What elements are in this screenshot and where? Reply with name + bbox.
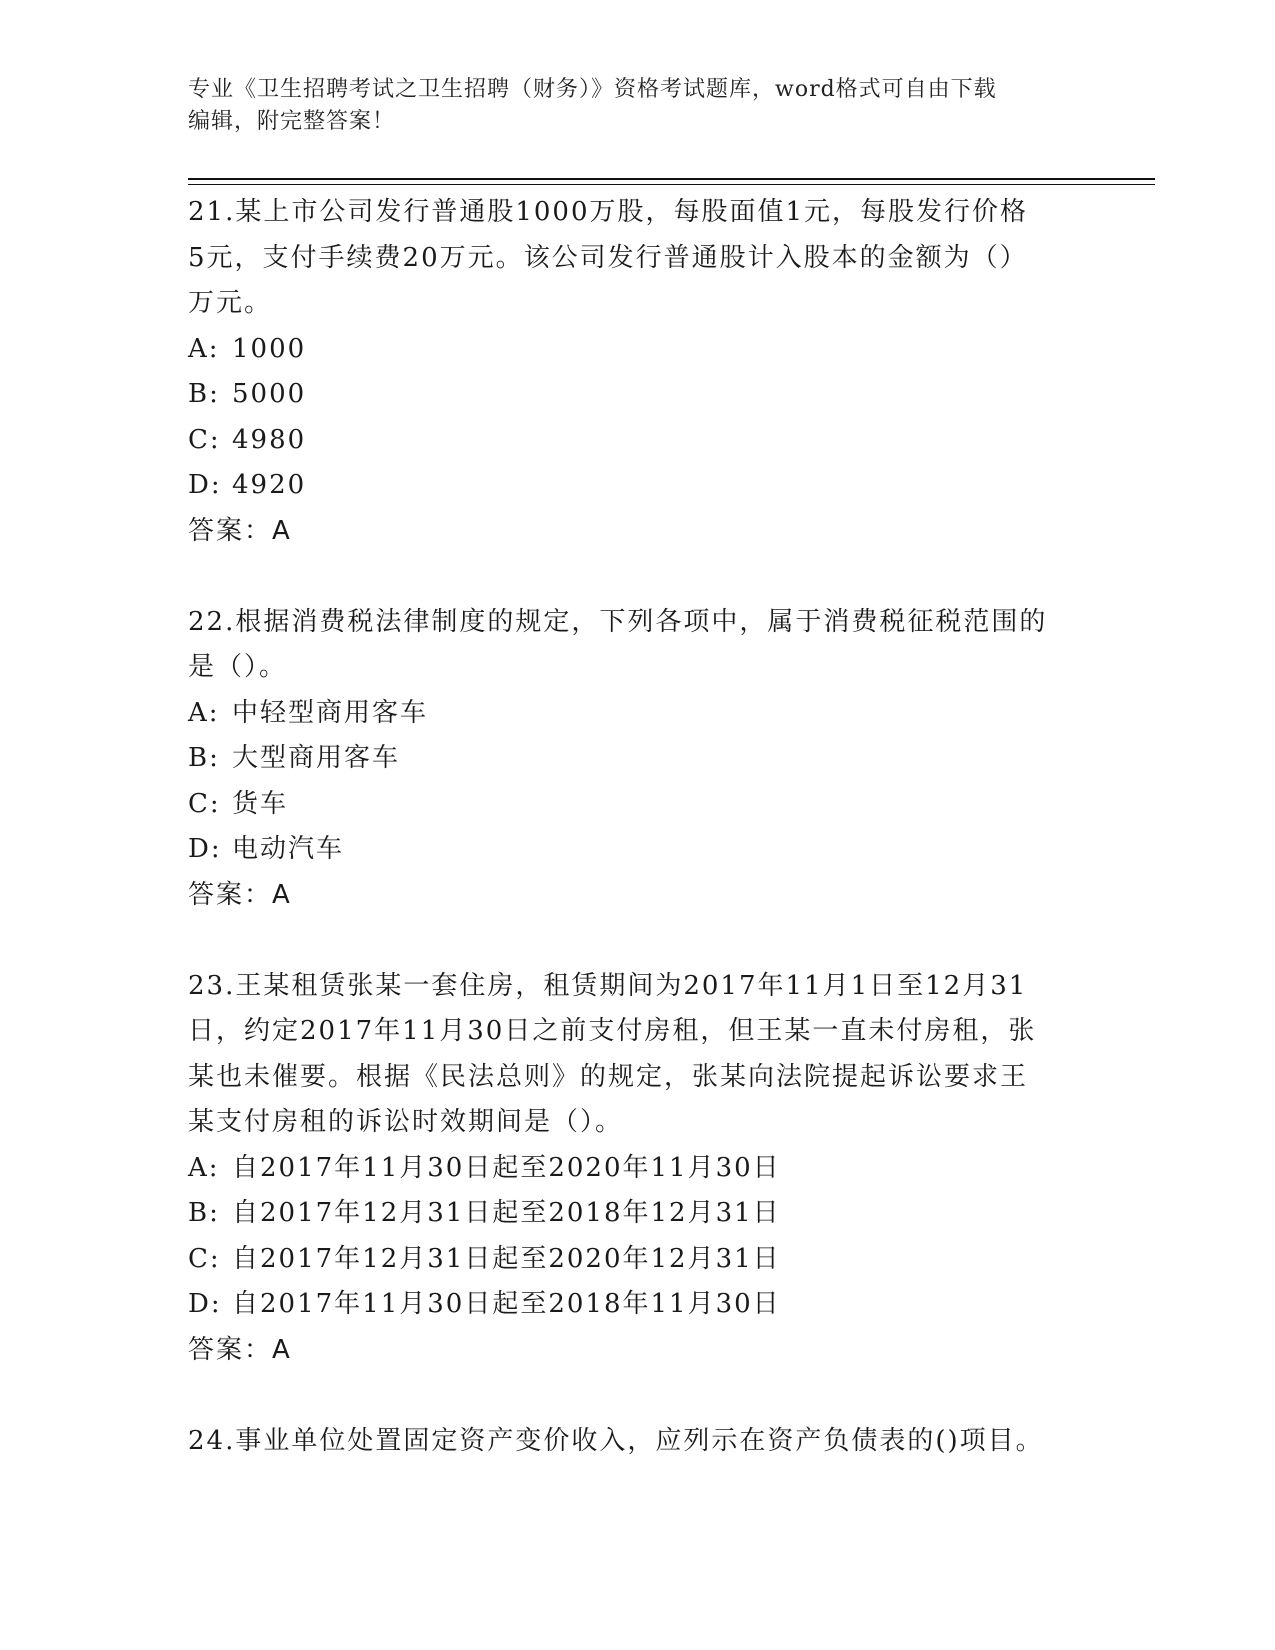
option-text: 1000 bbox=[232, 333, 307, 364]
option-b bbox=[188, 372, 1088, 418]
option-text: 4980 bbox=[232, 424, 307, 455]
option-d bbox=[188, 1282, 1088, 1328]
option-text: 大型商用客车 bbox=[232, 743, 401, 773]
question-stem-line: 日，约定2017年11月30日之前支付房租，但王某一直未付房租，张 bbox=[188, 1016, 1037, 1046]
option-a bbox=[188, 1146, 1088, 1192]
option-b bbox=[188, 1191, 1088, 1237]
option-text: 货车 bbox=[232, 788, 289, 819]
option-d bbox=[188, 463, 1088, 509]
question-stem-line: 万元。 bbox=[188, 288, 273, 318]
header-line-2: 编辑，附完整答案！ bbox=[188, 109, 396, 134]
header-divider-thick bbox=[188, 178, 1155, 180]
option-letter: A: bbox=[188, 1152, 220, 1183]
option-text: 5000 bbox=[232, 379, 307, 409]
option-letter: C: bbox=[188, 788, 221, 819]
question-stem-line: 22.根据消费税法律制度的规定，下列各项中，属于消费税征税范围的 bbox=[188, 606, 1048, 637]
question-spacer bbox=[188, 554, 1088, 600]
option-text: 中轻型商用客车 bbox=[232, 697, 429, 728]
option-letter: B: bbox=[188, 743, 220, 773]
option-letter: B: bbox=[188, 1198, 220, 1228]
question-stem-line: 24.事业单位处置固定资产变价收入，应列示在资产负债表的()项目。 bbox=[188, 1425, 1044, 1456]
option-a bbox=[188, 691, 1088, 737]
option-text: 4920 bbox=[232, 470, 307, 500]
option-a bbox=[188, 327, 1088, 373]
option-letter: D: bbox=[188, 1289, 222, 1319]
question-stem-line: 23.王某租赁张某一套住房，租赁期间为2017年11月1日至12月31 bbox=[188, 970, 1028, 1001]
answer-line: 答案：A bbox=[188, 515, 292, 546]
option-c bbox=[188, 782, 1088, 828]
question-stem-line: 21.某上市公司发行普通股1000万股，每股面值1元，每股发行价格 bbox=[188, 197, 1029, 227]
option-text: 自2017年12月31日起至2020年12月31日 bbox=[232, 1243, 781, 1274]
answer-line: 答案：A bbox=[188, 879, 292, 910]
option-letter: D: bbox=[188, 834, 222, 864]
question-stem-line: 某支付房租的诉讼时效期间是（）。 bbox=[188, 1107, 624, 1137]
option-text: 自2017年11月30日起至2020年11月30日 bbox=[232, 1152, 781, 1183]
option-letter: A: bbox=[188, 333, 220, 364]
header-divider-thin bbox=[188, 184, 1155, 185]
question-spacer bbox=[188, 1373, 1088, 1419]
option-letter: B: bbox=[188, 379, 220, 409]
option-b bbox=[188, 736, 1088, 782]
option-letter: D: bbox=[188, 470, 222, 500]
document-header bbox=[188, 74, 1088, 138]
question-stem-line: 某也未催要。根据《民法总则》的规定，张某向法院提起诉讼要求王 bbox=[188, 1061, 1029, 1092]
question-22 bbox=[188, 600, 1088, 919]
option-text: 自2017年11月30日起至2018年11月30日 bbox=[232, 1289, 781, 1319]
question-stem-line: 是（）。 bbox=[188, 652, 288, 682]
question-list bbox=[188, 190, 1088, 1464]
option-text: 自2017年12月31日起至2018年12月31日 bbox=[232, 1198, 781, 1228]
option-c bbox=[188, 418, 1088, 464]
option-text: 电动汽车 bbox=[232, 834, 345, 864]
option-letter: C: bbox=[188, 424, 221, 455]
question-spacer bbox=[188, 918, 1088, 964]
answer-line: 答案：A bbox=[188, 1334, 292, 1365]
question-stem-line: 5元，支付手续费20万元。该公司发行普通股计入股本的金额为（） bbox=[188, 242, 1028, 273]
question-21 bbox=[188, 190, 1088, 554]
question-23 bbox=[188, 964, 1088, 1374]
option-c bbox=[188, 1237, 1088, 1283]
header-line-1: 专业《卫生招聘考试之卫生招聘（财务）》资格考试题库，word格式可自由下载 bbox=[188, 77, 997, 102]
option-letter: A: bbox=[188, 697, 220, 728]
question-24 bbox=[188, 1419, 1088, 1465]
option-letter: C: bbox=[188, 1243, 221, 1274]
option-d bbox=[188, 827, 1088, 873]
